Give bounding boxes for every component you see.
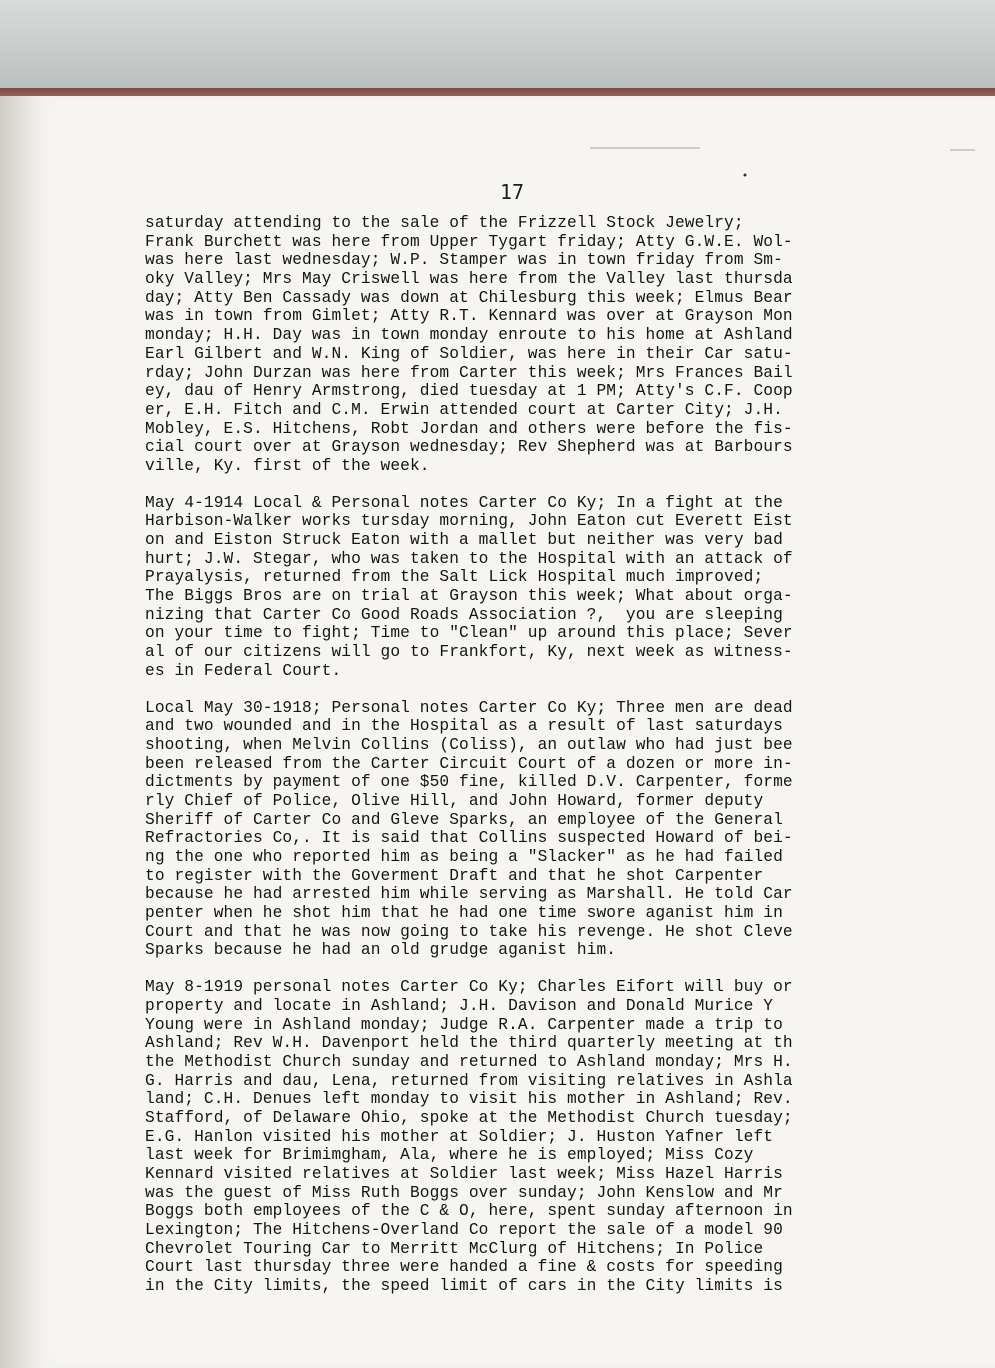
text-line: Chevrolet Touring Car to Merritt McClurg of Hitchens; In Police <box>145 1239 764 1258</box>
text-line: Mobley, E.S. Hitchens, Robt Jordan and others were before the fis- <box>145 419 793 438</box>
text-line: was in town from Gimlet; Atty R.T. Kennard was over at Grayson Mon <box>145 307 793 326</box>
text-line: was the guest of Miss Ruth Boggs over sunday; John Kenslow and Mr <box>145 1183 783 1202</box>
text-line: monday; H.H. Day was in town monday enroute to his home at Ashland <box>145 326 793 345</box>
text-line: Lexington; The Hitchens-Overland Co report the sale of a model 90 <box>145 1221 783 1240</box>
text-line: er, E.H. Fitch and C.M. Erwin attended court at Carter City; J.H. <box>145 400 783 419</box>
text-line: Harbison-Walker works tursday morning, John Eaton cut Everett Eist <box>145 512 793 531</box>
paragraph <box>145 214 935 476</box>
page-number: 17 <box>500 180 525 204</box>
text-line: Earl Gilbert and W.N. King of Soldier, was here in their Car satu- <box>145 344 793 363</box>
text-line: and two wounded and in the Hospital as a result of last saturdays <box>145 717 783 736</box>
text-line: land; C.H. Denues left monday to visit his mother in Ashland; Rev. <box>145 1090 793 1109</box>
page-gutter <box>0 96 48 1368</box>
text-line: Refractories Co,. It is said that Collins suspected Howard of bei- <box>145 829 793 848</box>
text-line: last week for Brimimgham, Ala, where he is employed; Miss Cozy <box>145 1146 754 1165</box>
text-line: ey, dau of Henry Armstrong, died tuesday at 1 PM; Atty's C.F. Coop <box>145 382 793 401</box>
text-line: on your time to fight; Time to "Clean" up around this place; Sever <box>145 624 793 643</box>
text-line: because he had arrested him while serving as Marshall. He told Car <box>145 885 793 904</box>
text-line: al of our citizens will go to Frankfort, Ky, next week as witness- <box>145 643 793 662</box>
text-line: to register with the Goverment Draft and that he shot Carpenter <box>145 866 764 885</box>
text-line: May 8-1919 personal notes Carter Co Ky; Charles Eifort will buy or <box>145 978 793 997</box>
text-line: G. Harris and dau, Lena, returned from visiting relatives in Ashla <box>145 1071 793 1090</box>
text-line: the Methodist Church sunday and returned to Ashland monday; Mrs H. <box>145 1052 793 1071</box>
paragraph <box>145 494 935 681</box>
text-line: Sheriff of Carter Co and Gleve Sparks, an employee of the General <box>145 810 783 829</box>
text-line: cial court over at Grayson wednesday; Rev Shepherd was at Barbours <box>145 438 793 457</box>
text-line: Ashland; Rev W.H. Davenport held the third quarterly meeting at th <box>145 1034 793 1053</box>
text-line: The Biggs Bros are on trial at Grayson this week; What about orga- <box>145 587 793 606</box>
text-line: property and locate in Ashland; J.H. Davison and Donald Murice Y <box>145 996 774 1015</box>
text-line: shooting, when Melvin Collins (Coliss), an outlaw who had just bee <box>145 735 793 754</box>
text-line: Frank Burchett was here from Upper Tygart friday; Atty G.W.E. Wol- <box>145 232 793 251</box>
text-line: Prayalysis, returned from the Salt Lick Hospital much improved; <box>145 568 764 587</box>
text-line: Sparks because he had an old grudge aganist him. <box>145 941 617 960</box>
text-line: ng the one who reported him as being a "Slacker" as he had failed <box>145 848 783 866</box>
text-line: Local May 30-1918; Personal notes Carter Co Ky; Three men are dead <box>145 698 793 717</box>
text-line: day; Atty Ben Cassady was down at Chilesburg this week; Elmus Bear <box>145 288 793 307</box>
text-line: on and Eiston Struck Eaton with a mallet but neither was very bad <box>145 531 783 549</box>
text-line: Kennard visited relatives at Soldier last week; Miss Hazel Harris <box>145 1165 783 1183</box>
text-line: been released from the Carter Circuit Court of a dozen or more in- <box>145 754 793 773</box>
text-line: dictments by payment of one $50 fine, killed D.V. Carpenter, forme <box>145 773 793 792</box>
text-line: Boggs both employees of the C & O, here, spent sunday afternoon in <box>145 1202 793 1221</box>
paragraph <box>145 699 935 961</box>
text-line: Court last thursday three were handed a fine & costs for speeding <box>145 1258 783 1277</box>
text-line: ville, Ky. first of the week. <box>145 456 430 475</box>
text-line: hurt; J.W. Stegar, who was taken to the Hospital with an attack of <box>145 549 793 568</box>
scanner-background <box>0 0 995 92</box>
text-line: nizing that Carter Co Good Roads Association ?, you are sleeping <box>145 605 783 624</box>
text-line: May 4-1914 Local & Personal notes Carter Co Ky; In a fight at the <box>145 493 783 512</box>
text-line: penter when he shot him that he had one time swore aganist him in <box>145 904 783 923</box>
text-line: Court and that he was now going to take his revenge. He shot Cleve <box>145 922 793 941</box>
text-line: Young were in Ashland monday; Judge R.A. Carpenter made a trip to <box>145 1015 783 1034</box>
text-line: Stafford, of Delaware Ohio, spoke at the Methodist Church tuesday; <box>145 1108 793 1127</box>
text-line: oky Valley; Mrs May Criswell was here from the Valley last thursda <box>145 270 793 289</box>
text-line: es in Federal Court. <box>145 661 342 680</box>
paragraph <box>145 978 935 1296</box>
text-line: E.G. Hanlon visited his mother at Soldier; J. Huston Yafner left <box>145 1127 774 1146</box>
text-line: saturday attending to the sale of the Frizzell Stock Jewelry; <box>145 214 744 232</box>
text-line: rday; John Durzan was here from Carter this week; Mrs Frances Bail <box>145 363 793 382</box>
document-body <box>145 214 935 1314</box>
text-line: was here last wednesday; W.P. Stamper was in town friday from Sm- <box>145 251 783 270</box>
text-line: in the City limits, the speed limit of cars in the City limits is <box>145 1277 783 1296</box>
text-line: rly Chief of Police, Olive Hill, and John Howard, former deputy <box>145 791 764 810</box>
